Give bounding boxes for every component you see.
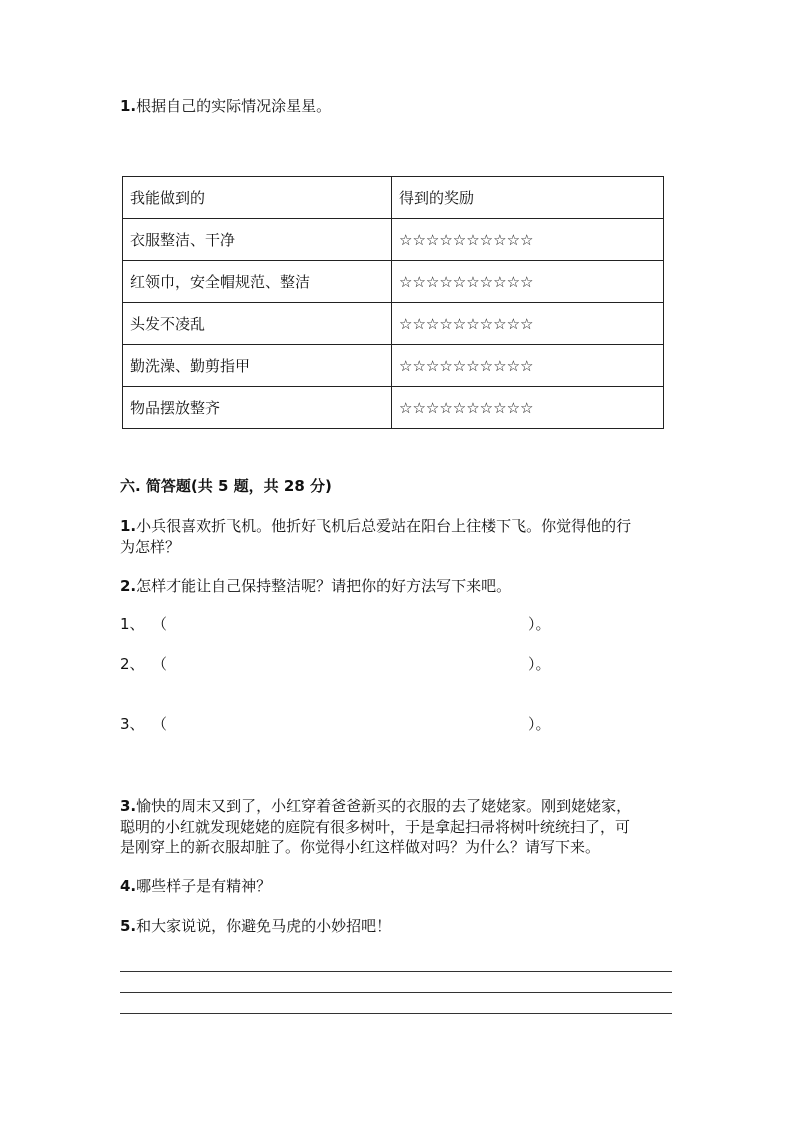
item-cell: 物品摆放整齐: [123, 387, 392, 429]
open-paren: （: [152, 615, 168, 633]
blank-label: 1、: [120, 615, 145, 633]
question-2-text: 2.怎样才能让自己保持整洁呢？请把你的好方法写下来吧。: [120, 577, 512, 595]
star-rating-cell[interactable]: ☆☆☆☆☆☆☆☆☆☆: [392, 345, 664, 387]
table-row: [123, 387, 664, 429]
question-1-instruction: 1.根据自己的实际情况涂星星。: [120, 97, 332, 115]
item-cell: 红领巾，安全帽规范、整洁: [123, 261, 392, 303]
table-row: [123, 261, 664, 303]
blank-label: 2、: [120, 655, 145, 673]
item-cell: 衣服整洁、干净: [123, 219, 392, 261]
answer-line[interactable]: [120, 992, 672, 993]
table-header-row: [123, 177, 664, 219]
section-heading: 六. 简答题(共 5 题，共 28 分): [120, 477, 332, 495]
answer-blank-1[interactable]: [120, 614, 560, 634]
question-5-text: 5.和大家说说，你避免马虎的小妙招吧！: [120, 917, 392, 935]
star-rating-cell[interactable]: ☆☆☆☆☆☆☆☆☆☆: [392, 219, 664, 261]
open-paren: （: [152, 715, 168, 733]
close-paren: ）。: [528, 715, 551, 733]
table-row: [123, 219, 664, 261]
answer-blank-3[interactable]: [120, 714, 560, 734]
question-4-text: 4.哪些样子是有精神？: [120, 877, 272, 895]
star-rating-cell[interactable]: ☆☆☆☆☆☆☆☆☆☆: [392, 303, 664, 345]
question-3-text-line3: 是刚穿上的新衣服却脏了。你觉得小红这样做对吗？为什么？请写下来。: [120, 838, 601, 856]
question-1-text-line1: 1.小兵很喜欢折飞机。他折好飞机后总爱站在阳台上往楼下飞。你觉得他的行: [120, 517, 632, 535]
answer-line[interactable]: [120, 1013, 672, 1014]
close-paren: ）。: [528, 615, 551, 633]
item-cell: 勤洗澡、勤剪指甲: [123, 345, 392, 387]
star-rating-table: [122, 176, 664, 429]
table-row: [123, 345, 664, 387]
star-rating-cell[interactable]: ☆☆☆☆☆☆☆☆☆☆: [392, 387, 664, 429]
answer-line[interactable]: [120, 971, 672, 972]
blank-label: 3、: [120, 715, 145, 733]
answer-blank-2[interactable]: [120, 654, 560, 674]
question-1-text-line2: 为怎样？: [120, 538, 181, 556]
close-paren: ）。: [528, 655, 551, 673]
item-cell: 头发不凌乱: [123, 303, 392, 345]
header-cell-can-do: 我能做到的: [123, 177, 392, 219]
question-3-text-line2: 聪明的小红就发现姥姥的庭院有很多树叶，于是拿起扫帚将树叶统统扫了，可: [120, 818, 631, 836]
header-cell-reward: 得到的奖励: [392, 177, 664, 219]
star-rating-cell[interactable]: ☆☆☆☆☆☆☆☆☆☆: [392, 261, 664, 303]
question-3-text-line1: 3.愉快的周末又到了，小红穿着爸爸新买的衣服的去了姥姥家。刚到姥姥家，: [120, 797, 632, 815]
open-paren: （: [152, 655, 168, 673]
table-row: [123, 303, 664, 345]
